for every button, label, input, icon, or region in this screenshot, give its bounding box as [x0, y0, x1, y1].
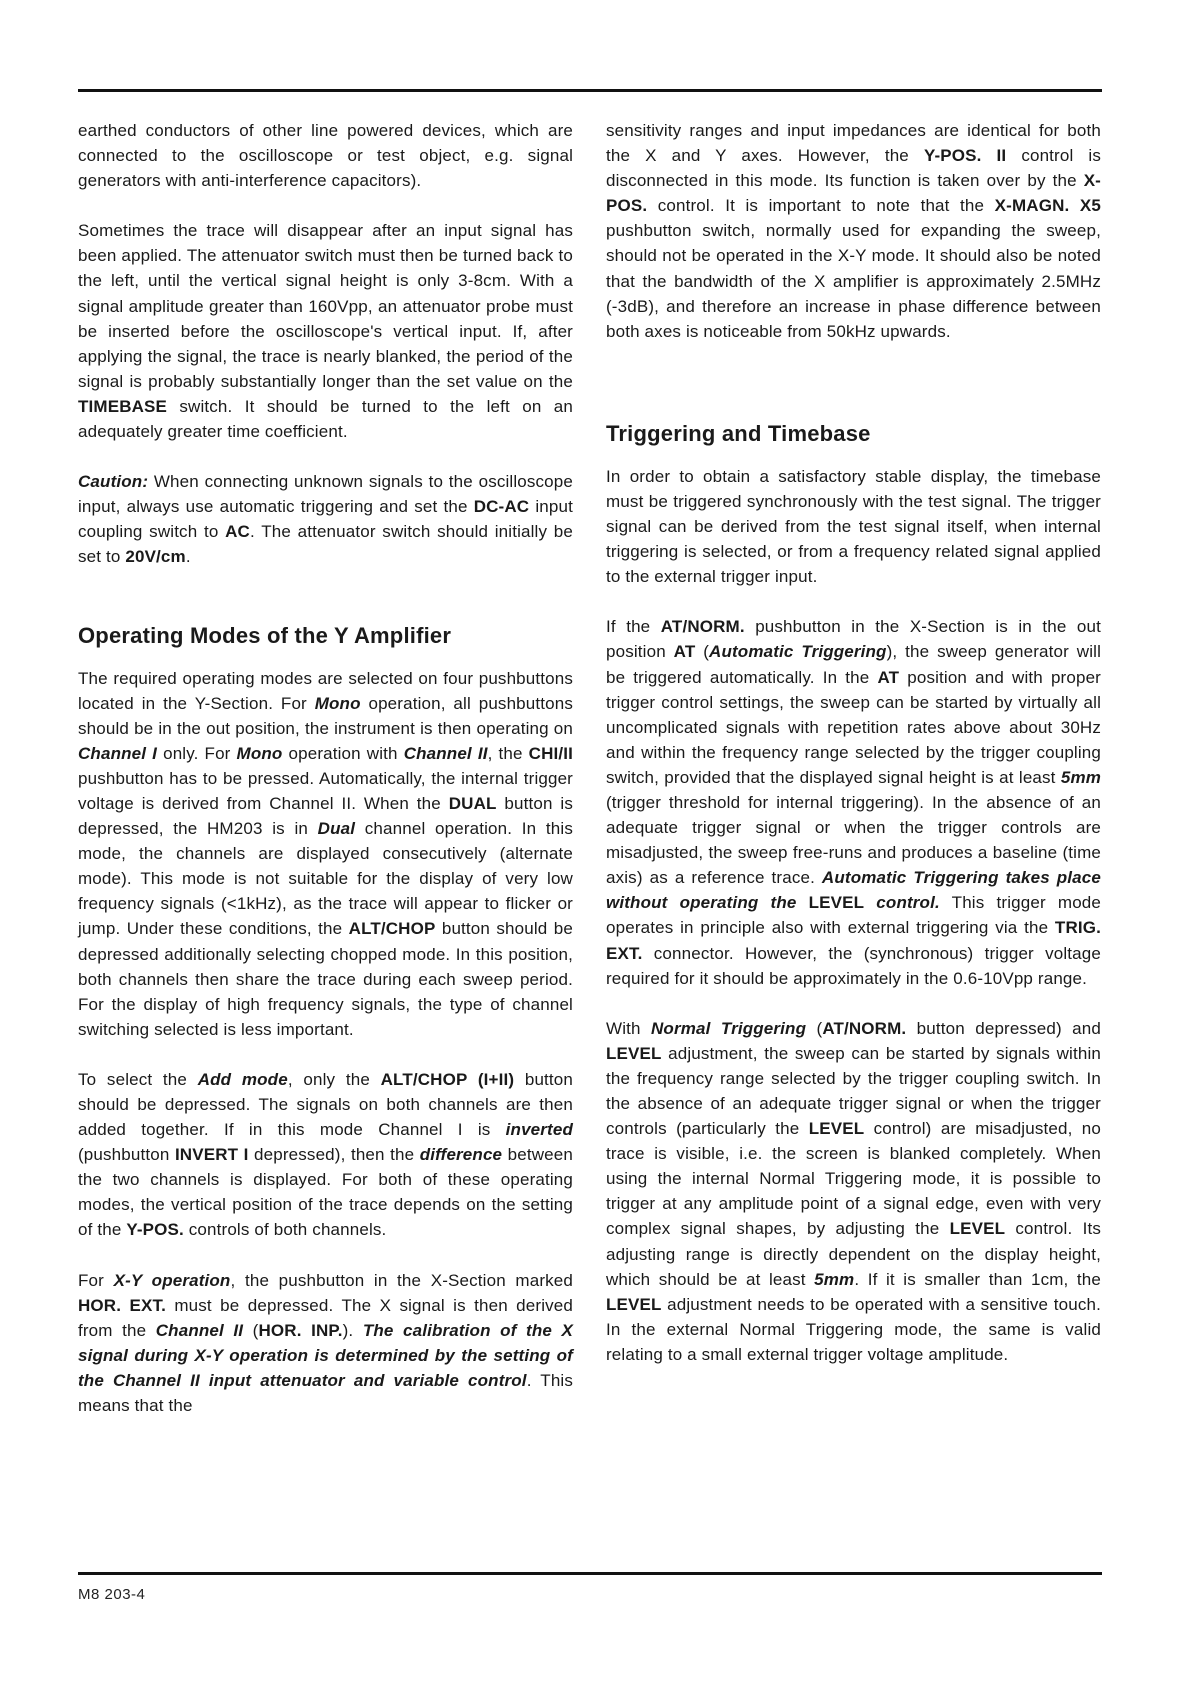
bottom-rule: [78, 1572, 1102, 1575]
section-heading: Operating Modes of the Y Amplifier: [78, 622, 452, 648]
paragraph: To select the Add mode, only the ALT/CHOP (I+II) button should be depressed. The signals on both channels are then added together. If in this mode Channel I is inverted (pushbutton INVERT I depressed), then the difference between the two channels is displayed. For both of these operating modes, the vertical position of the trace depends on the setting of the Y-POS. controls of both channels.: [78, 1069, 574, 1240]
paragraph: For X-Y operation, the pushbutton in the X-Section marked HOR. EXT. must be depressed. The X signal is then derived from the Channel II (HOR. INP.). The calibration of the X signal during X-Y operation is determined by the setting of the Channel II input attenuator and variable control. This means that the: [78, 1270, 574, 1416]
caution-paragraph: Caution: When connecting unknown signals to the oscilloscope input, always use automatic triggering and set the DC-AC input coupling switch to AC. The attenuator switch should initially be set to 20V/cm.: [78, 472, 573, 567]
paragraph: sensitivity ranges and input impedances are identical for both the X and Y axes. However, the Y-POS. II control is disconnected in this mode. Its function is taken over by the X-POS. control. It is important to note that the X-MAGN. X5 pushbutton switch, normally used for expanding the sweep, should not be operated in the X-Y mode. It should also be noted that the bandwidth of the X amplifier is approximately 2.5MHz (-3dB), and therefore an increase in phase difference between both axes is noticeable from 50kHz upwards.: [606, 121, 1102, 341]
paragraph: Sometimes the trace will disappear after an input signal has been applied. The attenuator switch must then be turned back to the left, until the vertical signal height is only 3-8cm. With a signal amplitude greater than 160Vpp, an attenuator probe must be inserted before the oscilloscope's vertical input. If, after applying the signal, the trace is nearly blanked, the period of the signal is probably substantially longer than the set value on the TIMEBASE switch. It should be turned to the left on an adequately greater time coefficient.: [78, 221, 573, 442]
section-heading: Triggering and Timebase: [606, 420, 871, 446]
paragraph: With Normal Triggering (AT/NORM. button depressed) and LEVEL adjustment, the sweep can be started by signals within the frequency range selected by the trigger coupling switch. In the absence of an adequate trigger signal or when the trigger controls (particularly the LEVEL control) are misadjusted, no trace is visible, i.e. the screen is blanked completely. When using the internal Normal Triggering mode, it is possible to trigger at any amplitude point of a signal edge, even with very complex signal shapes, by adjusting the LEVEL control. Its adjusting range is directly dependent on the display height, which should be at least 5mm. If it is smaller than 1cm, the LEVEL adjustment needs to be operated with a sensitive touch. In the external Normal Triggering mode, the same is valid relating to a small external trigger voltage amplitude.: [606, 1018, 1102, 1364]
right-column: [606, 118, 1101, 1367]
top-rule: [78, 89, 1102, 92]
paragraph: earthed conductors of other line powered devices, which are connected to the oscilloscope or test object, e.g. signal generators with anti-interference capacitors).: [78, 121, 573, 191]
paragraph: In order to obtain a satisfactory stable display, the timebase must be triggered synchronously with the test signal. The trigger signal can be derived from the test signal itself, when internal triggering is selected, or from a frequency related signal applied to the external trigger input.: [606, 466, 1101, 587]
paragraph: If the AT/NORM. pushbutton in the X-Section is in the out position AT (Automatic Triggering), the sweep generator will be triggered automatically. In the AT position and with proper trigger control settings, the sweep can be started by virtually all uncomplicated signals with repetition rates above about 30Hz and within the frequency range selected by the trigger coupling switch, provided that the displayed signal height is at least 5mm (trigger threshold for internal triggering). In the absence of an adequate trigger signal or when the trigger controls are misadjusted, the sweep free-runs and produces a baseline (time axis) as a reference trace. Automatic Triggering takes place without operating the LEVEL control. This trigger mode operates in principle also with external triggering via the TRIG. EXT. connector. However, the (synchronous) trigger voltage required for it should be approximately in the 0.6-10Vpp range.: [606, 617, 1102, 988]
left-column: [78, 118, 573, 1418]
paragraph: The required operating modes are selected on four pushbuttons located in the Y-Section. For Mono operation, all pushbuttons should be in the out position, the instrument is then operating on Channel I only. For Mono operation with Channel II, the CHI/II pushbutton has to be pressed. Automatically, the internal trigger voltage is derived from Channel II. When the DUAL button is depressed, the HM203 is in Dual channel operation. In this mode, the channels are displayed consecutively (alternate mode). This mode is not suitable for the display of very low frequency signals (<1kHz), as the trace will appear to flicker or jump. Under these conditions, the ALT/CHOP button should be depressed additionally selecting chopped mode. In this position, both channels then share the trace during each sweep period. For the display of high frequency signals, the type of channel switching selected is less important.: [78, 668, 574, 1039]
page-footer: M8 203-4: [78, 1586, 146, 1603]
